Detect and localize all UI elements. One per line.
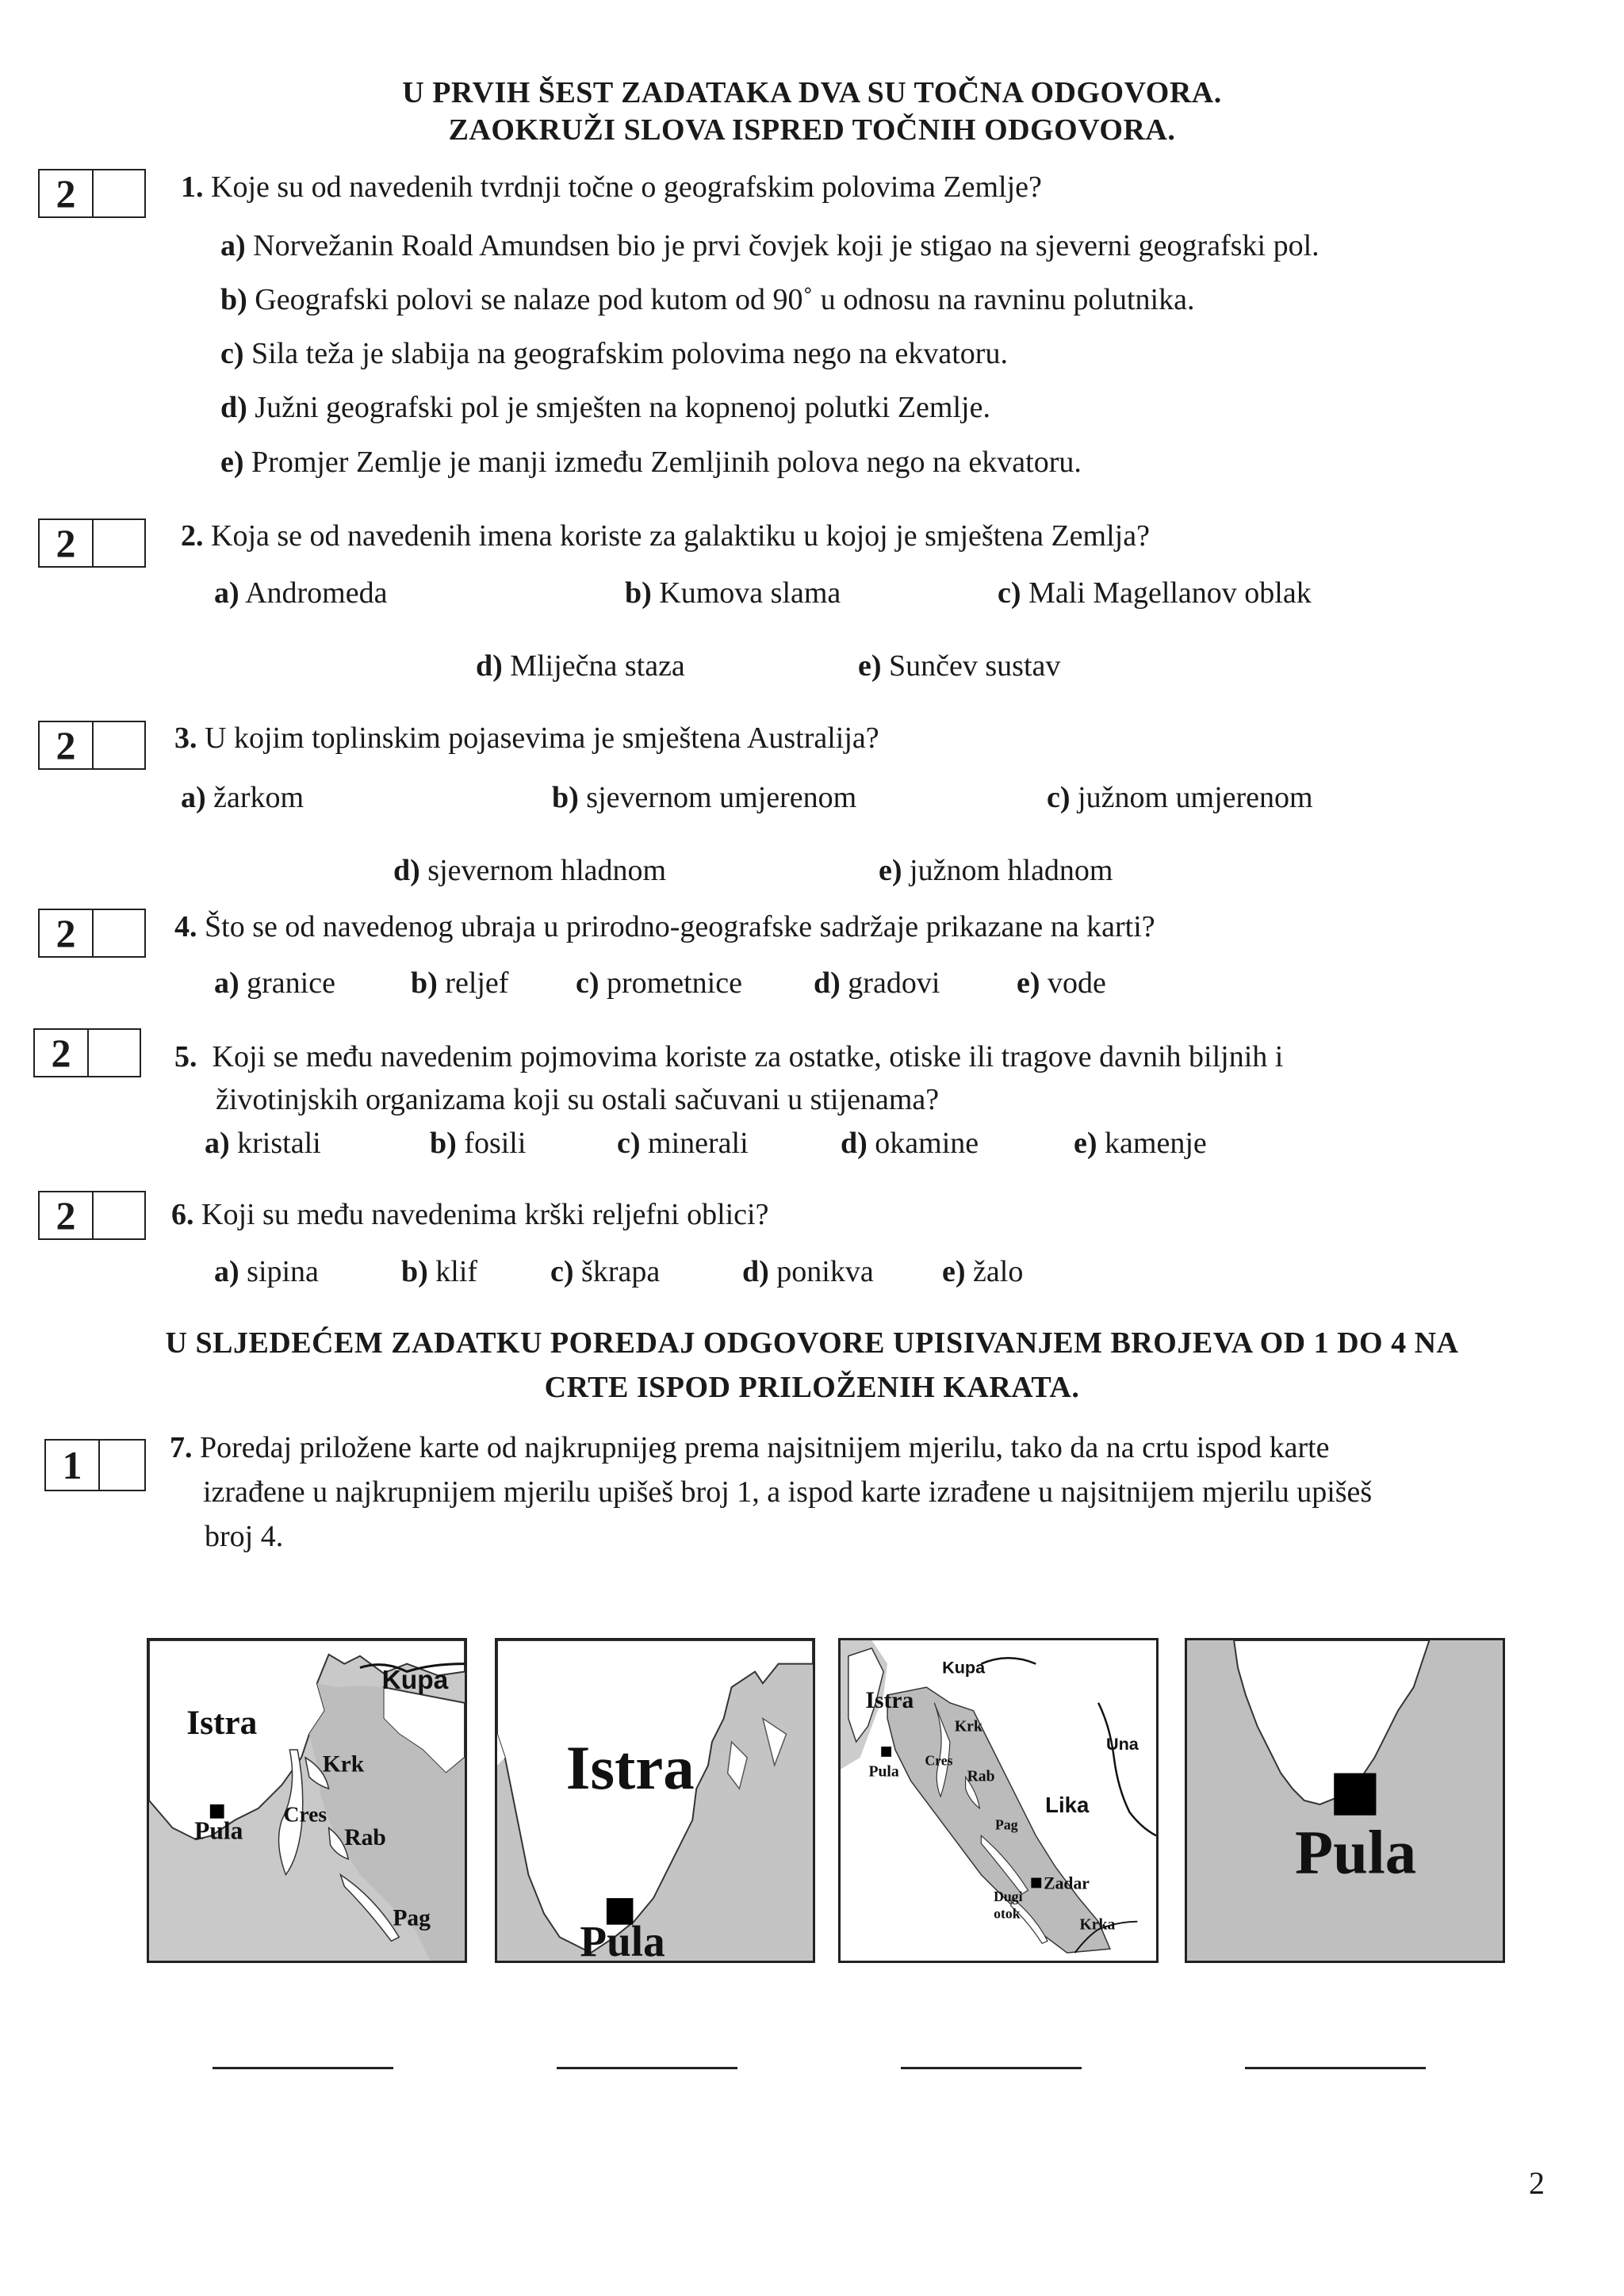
q5-option-a[interactable] xyxy=(205,1125,321,1161)
q6-option-c[interactable] xyxy=(550,1253,660,1290)
q4-option-c[interactable] xyxy=(576,965,742,1001)
option-text: Mali Magellanov oblak xyxy=(1028,576,1312,610)
option-text: južnom umjerenom xyxy=(1078,781,1313,814)
option-letter: c) xyxy=(998,576,1021,610)
option-letter: a) xyxy=(220,229,246,262)
answer-line-map-1[interactable] xyxy=(213,2067,393,2069)
page-number: 2 xyxy=(1529,2165,1545,2201)
option-letter: e) xyxy=(220,446,244,479)
question-text: Poredaj priložene karte od najkrupnijeg prema najsitnijem mjerilu, tako da na crtu ispod karte xyxy=(200,1431,1330,1464)
map-3 xyxy=(838,1638,1159,1963)
answer-line-map-3[interactable] xyxy=(901,2067,1082,2069)
q4-option-a[interactable] xyxy=(214,965,335,1001)
score-box-q6[interactable] xyxy=(38,1191,146,1240)
option-letter: a) xyxy=(214,576,239,610)
answer-line-map-2[interactable] xyxy=(557,2067,737,2069)
option-text: južnom hladnom xyxy=(910,854,1113,887)
question-5 xyxy=(174,1035,1283,1079)
q5-option-b[interactable] xyxy=(430,1125,526,1161)
score-entry[interactable] xyxy=(94,1192,144,1238)
map-4-drawing xyxy=(1187,1640,1503,1961)
question-5-continued: životinjskih organizama koji su ostali sačuvani u stijenama? xyxy=(216,1083,940,1116)
option-letter: b) xyxy=(401,1255,428,1288)
q4-option-e[interactable] xyxy=(1017,965,1106,1001)
q4-option-d[interactable] xyxy=(814,965,940,1001)
option-letter: d) xyxy=(393,854,420,887)
q6-option-e[interactable] xyxy=(942,1253,1023,1290)
map-3-label-krka: Krka xyxy=(1079,1915,1116,1934)
option-text: škrapa xyxy=(581,1255,661,1288)
instruction-heading-2a: U SLJEDEĆEM ZADATKU POREDAJ ODGOVORE UPISIVANJEM BROJEVA OD 1 DO 4 NA xyxy=(165,1326,1459,1360)
score-entry[interactable] xyxy=(94,910,144,956)
option-letter: e) xyxy=(1074,1127,1097,1160)
option-text: fosili xyxy=(464,1127,527,1160)
map-4-label-pula: Pula xyxy=(1294,1818,1417,1888)
option-letter: b) xyxy=(552,781,579,814)
score-entry[interactable] xyxy=(89,1030,140,1076)
question-1 xyxy=(181,165,1042,209)
score-box-q2[interactable] xyxy=(38,519,146,568)
map-3-label-krk: Krk xyxy=(954,1717,982,1735)
answer-line-map-4[interactable] xyxy=(1245,2067,1426,2069)
question-3 xyxy=(174,716,879,760)
option-text: Južni geografski pol je smješten na kopnenoj polutki Zemlje. xyxy=(255,391,990,424)
instruction-heading-2b: CRTE ISPOD PRILOŽENIH KARATA. xyxy=(544,1371,1080,1404)
score-box-q4[interactable] xyxy=(38,909,146,958)
question-text: Koja se od navedenih imena koriste za galaktiku u kojoj je smještena Zemlja? xyxy=(211,519,1150,553)
option-letter: d) xyxy=(814,966,841,1000)
option-letter: a) xyxy=(205,1127,230,1160)
question-number: 6. xyxy=(171,1198,194,1231)
question-text: Koji se među navedenim pojmovima koriste za ostatke, otiske ili tragove davnih biljnih i xyxy=(212,1040,1284,1073)
q1-option-d[interactable] xyxy=(220,389,990,426)
instruction-heading-1b: ZAOKRUŽI SLOVA ISPRED TOČNIH ODGOVORA. xyxy=(448,113,1176,147)
points-value: 2 xyxy=(40,722,94,768)
map-3-label-zadar: Zadar xyxy=(1044,1873,1090,1893)
map-1-label-rab: Rab xyxy=(344,1825,386,1851)
option-letter: c) xyxy=(576,966,599,1000)
pula-marker-icon xyxy=(881,1747,891,1757)
option-letter: b) xyxy=(411,966,438,1000)
option-text: ponikva xyxy=(776,1255,874,1288)
map-3-label-pag: Pag xyxy=(995,1816,1018,1833)
points-value: 2 xyxy=(35,1030,89,1076)
option-letter: b) xyxy=(430,1127,457,1160)
q3-option-b[interactable] xyxy=(552,779,856,816)
option-letter: a) xyxy=(214,1255,239,1288)
score-box-q5[interactable] xyxy=(33,1028,141,1077)
map-3-drawing xyxy=(841,1640,1156,1961)
option-letter: c) xyxy=(617,1127,641,1160)
option-text: žalo xyxy=(973,1255,1024,1288)
map-3-label-cres: Cres xyxy=(925,1752,953,1769)
map-1-label-pula: Pula xyxy=(194,1816,243,1845)
question-number: 3. xyxy=(174,721,197,755)
zadar-marker-icon xyxy=(1031,1878,1041,1888)
q1-option-c[interactable] xyxy=(220,335,1008,372)
map-4 xyxy=(1185,1638,1505,1963)
q3-option-e[interactable] xyxy=(879,852,1113,889)
option-letter: e) xyxy=(1017,966,1040,1000)
option-text: kamenje xyxy=(1105,1127,1207,1160)
option-letter: c) xyxy=(220,337,244,370)
map-1-drawing xyxy=(149,1640,465,1961)
map-3-label-pula: Pula xyxy=(868,1762,899,1781)
map-3-label-dugi: Dugi xyxy=(994,1888,1023,1905)
q4-option-b[interactable] xyxy=(411,965,508,1001)
score-box-q3[interactable] xyxy=(38,721,146,770)
map-2-label-pula: Pula xyxy=(580,1917,665,1961)
option-text: granice xyxy=(247,966,335,1000)
q2-option-c[interactable] xyxy=(998,575,1312,611)
q6-option-d[interactable] xyxy=(742,1253,874,1290)
map-3-label-una: Una xyxy=(1105,1733,1139,1754)
map-1-label-cres: Cres xyxy=(283,1801,327,1827)
question-7-line-2: izrađene u najkrupnijem mjerilu upišeš broj 1, a ispod karte izrađene u najsitnijem mjerilu upišeš xyxy=(203,1475,1373,1509)
option-text: Kumova slama xyxy=(659,576,841,610)
map-1-label-istra: Istra xyxy=(186,1704,258,1743)
option-text: Sila teža je slabija na geografskim polovima nego na ekvatoru. xyxy=(251,337,1008,370)
map-2-label-istra: Istra xyxy=(565,1734,695,1804)
option-letter: d) xyxy=(476,649,503,683)
q3-option-d[interactable] xyxy=(393,852,666,889)
q2-option-a[interactable] xyxy=(214,575,387,611)
question-2 xyxy=(181,514,1150,558)
map-1-label-kupa: Kupa xyxy=(381,1666,449,1696)
question-7-line-3: broj 4. xyxy=(205,1520,284,1553)
instruction-heading-1a: U PRVIH ŠEST ZADATAKA DVA SU TOČNA ODGOVORA. xyxy=(402,76,1222,109)
option-letter: e) xyxy=(942,1255,966,1288)
option-text: prometnice xyxy=(607,966,742,1000)
option-letter: e) xyxy=(858,649,882,683)
question-7 xyxy=(170,1425,1330,1470)
score-entry[interactable] xyxy=(94,722,144,768)
option-letter: d) xyxy=(220,391,247,424)
question-text: Što se od navedenog ubraja u prirodno-geografske sadržaje prikazane na karti? xyxy=(205,910,1155,943)
q3-option-a[interactable] xyxy=(181,779,304,816)
option-text: Geografski polovi se nalaze pod kutom od 90˚ u odnosu na ravninu polutnika. xyxy=(255,283,1195,316)
q2-option-b[interactable] xyxy=(625,575,841,611)
points-value: 2 xyxy=(40,1192,94,1238)
q5-option-e[interactable] xyxy=(1074,1125,1207,1161)
option-letter: c) xyxy=(550,1255,574,1288)
q1-option-e[interactable] xyxy=(220,444,1082,480)
option-text: gradovi xyxy=(848,966,940,1000)
question-6 xyxy=(171,1192,768,1237)
pula-marker-icon xyxy=(1334,1774,1376,1816)
points-value: 2 xyxy=(40,520,94,566)
question-text: Koje su od navedenih tvrdnji točne o geografskim polovima Zemlje? xyxy=(211,170,1042,204)
option-letter: c) xyxy=(1047,781,1071,814)
map-1-label-krk: Krk xyxy=(322,1751,365,1777)
option-text: sipina xyxy=(247,1255,319,1288)
option-text: minerali xyxy=(648,1127,749,1160)
q5-option-c[interactable] xyxy=(617,1125,749,1161)
question-number: 4. xyxy=(174,910,197,943)
option-text: Promjer Zemlje je manji između Zemljinih polova nego na ekvatoru. xyxy=(251,446,1082,479)
points-value: 2 xyxy=(40,170,94,216)
map-2-drawing xyxy=(497,1640,813,1961)
question-4 xyxy=(174,905,1155,949)
question-number: 1. xyxy=(181,170,204,204)
question-text: Koji su među navedenima krški reljefni oblici? xyxy=(201,1198,769,1231)
question-text: U kojim toplinskim pojasevima je smještena Australija? xyxy=(205,721,879,755)
option-letter: d) xyxy=(742,1255,769,1288)
question-number: 5. xyxy=(174,1040,197,1073)
q3-option-c[interactable] xyxy=(1047,779,1313,816)
map-2 xyxy=(495,1638,815,1963)
q1-option-b[interactable] xyxy=(220,281,1194,318)
map-1 xyxy=(147,1638,467,1963)
option-text: kristali xyxy=(237,1127,321,1160)
option-letter: d) xyxy=(841,1127,868,1160)
question-number: 2. xyxy=(181,519,204,553)
q1-option-a[interactable] xyxy=(220,228,1320,264)
option-text: klif xyxy=(435,1255,478,1288)
option-text: reljef xyxy=(445,966,509,1000)
q2-option-e[interactable] xyxy=(858,648,1060,684)
option-text: žarkom xyxy=(213,781,304,814)
map-3-label-rab: Rab xyxy=(967,1767,995,1785)
score-box-q1[interactable] xyxy=(38,169,146,218)
map-3-label-lika: Lika xyxy=(1045,1792,1090,1817)
score-entry[interactable] xyxy=(94,170,144,216)
option-text: Mliječna staza xyxy=(510,649,685,683)
map-3-label-otok: otok xyxy=(994,1905,1021,1922)
option-letter: b) xyxy=(625,576,652,610)
option-letter: b) xyxy=(220,283,247,316)
q6-option-a[interactable] xyxy=(214,1253,319,1290)
option-text: vode xyxy=(1048,966,1106,1000)
q6-option-b[interactable] xyxy=(401,1253,477,1290)
score-box-q7[interactable] xyxy=(44,1439,146,1491)
map-1-label-pag: Pag xyxy=(393,1905,431,1931)
option-text: okamine xyxy=(875,1127,979,1160)
map-3-label-istra: Istra xyxy=(865,1687,914,1713)
option-letter: a) xyxy=(214,966,239,1000)
q2-option-d[interactable] xyxy=(476,648,685,684)
option-text: Sunčev sustav xyxy=(889,649,1061,683)
option-text: sjevernom umjerenom xyxy=(586,781,857,814)
question-number: 7. xyxy=(170,1431,193,1464)
score-entry[interactable] xyxy=(100,1441,144,1490)
option-text: sjevernom hladnom xyxy=(427,854,667,887)
option-letter: e) xyxy=(879,854,902,887)
option-letter: a) xyxy=(181,781,206,814)
score-entry[interactable] xyxy=(94,520,144,566)
option-text: Norvežanin Roald Amundsen bio je prvi čovjek koji je stigao na sjeverni geografski pol. xyxy=(253,229,1320,262)
map-3-label-kupa: Kupa xyxy=(942,1657,986,1678)
points-value: 1 xyxy=(46,1441,100,1490)
q5-option-d[interactable] xyxy=(841,1125,979,1161)
option-text: Andromeda xyxy=(245,576,388,610)
points-value: 2 xyxy=(40,910,94,956)
